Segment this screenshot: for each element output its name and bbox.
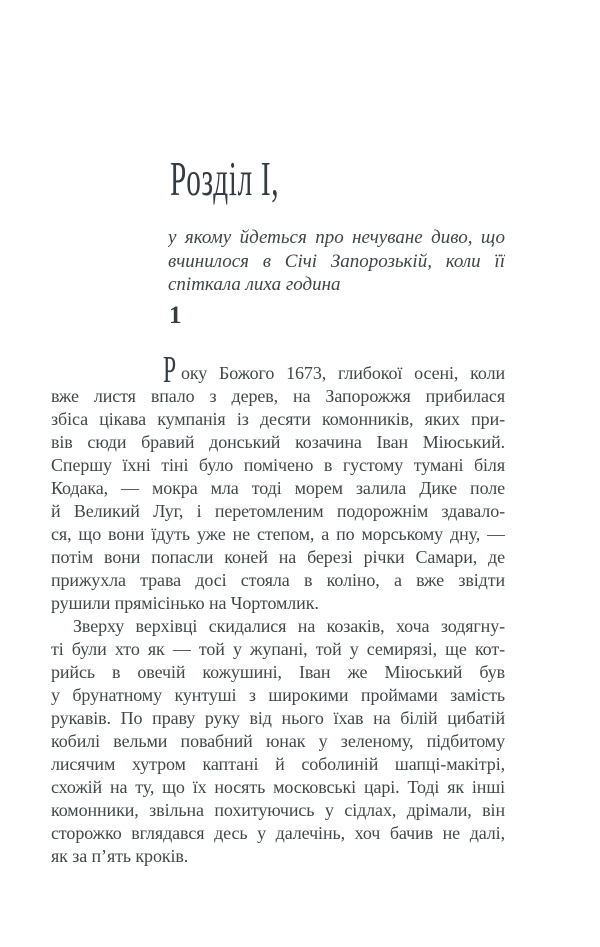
chapter-heading [170, 153, 331, 207]
text-line: комонники, звільна похитуючись у сідлах, дрімали, він [51, 800, 505, 820]
paragraph-1-first-line-text: оку Божого 1673, глибокої осені, коли [181, 363, 505, 383]
section-number: 1 [169, 302, 182, 329]
text-line: рийсь в овечій кожушині, Іван же Міюський був [51, 662, 505, 682]
text-line: ті були хто як — той у жупані, той у семирязі, ще кот- [51, 639, 505, 659]
text-line: рушили прямісінько на Чортомлик. [51, 593, 319, 613]
text-line: вже листя впало з дерев, на Запорожжя прибилася [51, 386, 505, 406]
text-line: як за п’ять кроків. [51, 846, 189, 866]
text-line: вчинилося в Січі Запорозькій, коли її [168, 250, 505, 272]
paragraph-1 [51, 349, 505, 615]
text-line: збіса цікава кумпанія із десяти комонників, яких при- [51, 409, 505, 429]
text-line: й Великий Луг, і перетомленим подорожнім здавало- [51, 501, 505, 521]
paragraph-1-first-line [51, 349, 505, 391]
text-line: прижухла трава досі стояла в коліно, а вже звідти [51, 570, 505, 590]
text-line: вів сюди бравий донський козачина Іван Міюський. [51, 432, 505, 452]
drop-cap-initial: Р [163, 349, 177, 391]
text-line: Зверху верхівці скидалися на козаків, хоча зодягну- [73, 616, 505, 636]
text-line: Кодака, — мокра мла тоді морем залила Дике поле [51, 478, 505, 498]
chapter-subtitle [168, 226, 505, 297]
text-line: ся, що вони їдуть уже не степом, а по морському дну, — [51, 524, 505, 544]
text-line: лисячим хутром каптані й соболиній шапці-макітрі, [51, 754, 505, 774]
text-line: у брунатному кунтуші з широкими проймами замість [51, 685, 505, 705]
text-line: сторожко вглядався десь у далечінь, хоч бачив не далі, [51, 823, 505, 843]
text-line: схожій на ту, що їх носять московські царі. Тоді як інші [51, 777, 505, 797]
body-text [51, 349, 505, 868]
paragraph-2 [51, 615, 505, 868]
text-line: спіткала лиха година [168, 274, 341, 295]
text-line: кобилі вельми повабний юнак у зеленому, підбитому [51, 731, 505, 751]
text-line: у якому йдеться про нечуване диво, що [168, 227, 505, 248]
text-line: Спершу їхні тіні було помічено в густому тумані біля [51, 455, 505, 475]
chapter-heading-text: Розділ I, [170, 153, 280, 207]
paragraph-2-lines [51, 615, 505, 868]
text-line: рукавів. По праву руку від нього їхав на білій цибатій [51, 708, 505, 728]
paragraph-1-lines [51, 385, 505, 615]
text-line: потім вони попасли коней на березі річки Самари, де [51, 547, 505, 567]
